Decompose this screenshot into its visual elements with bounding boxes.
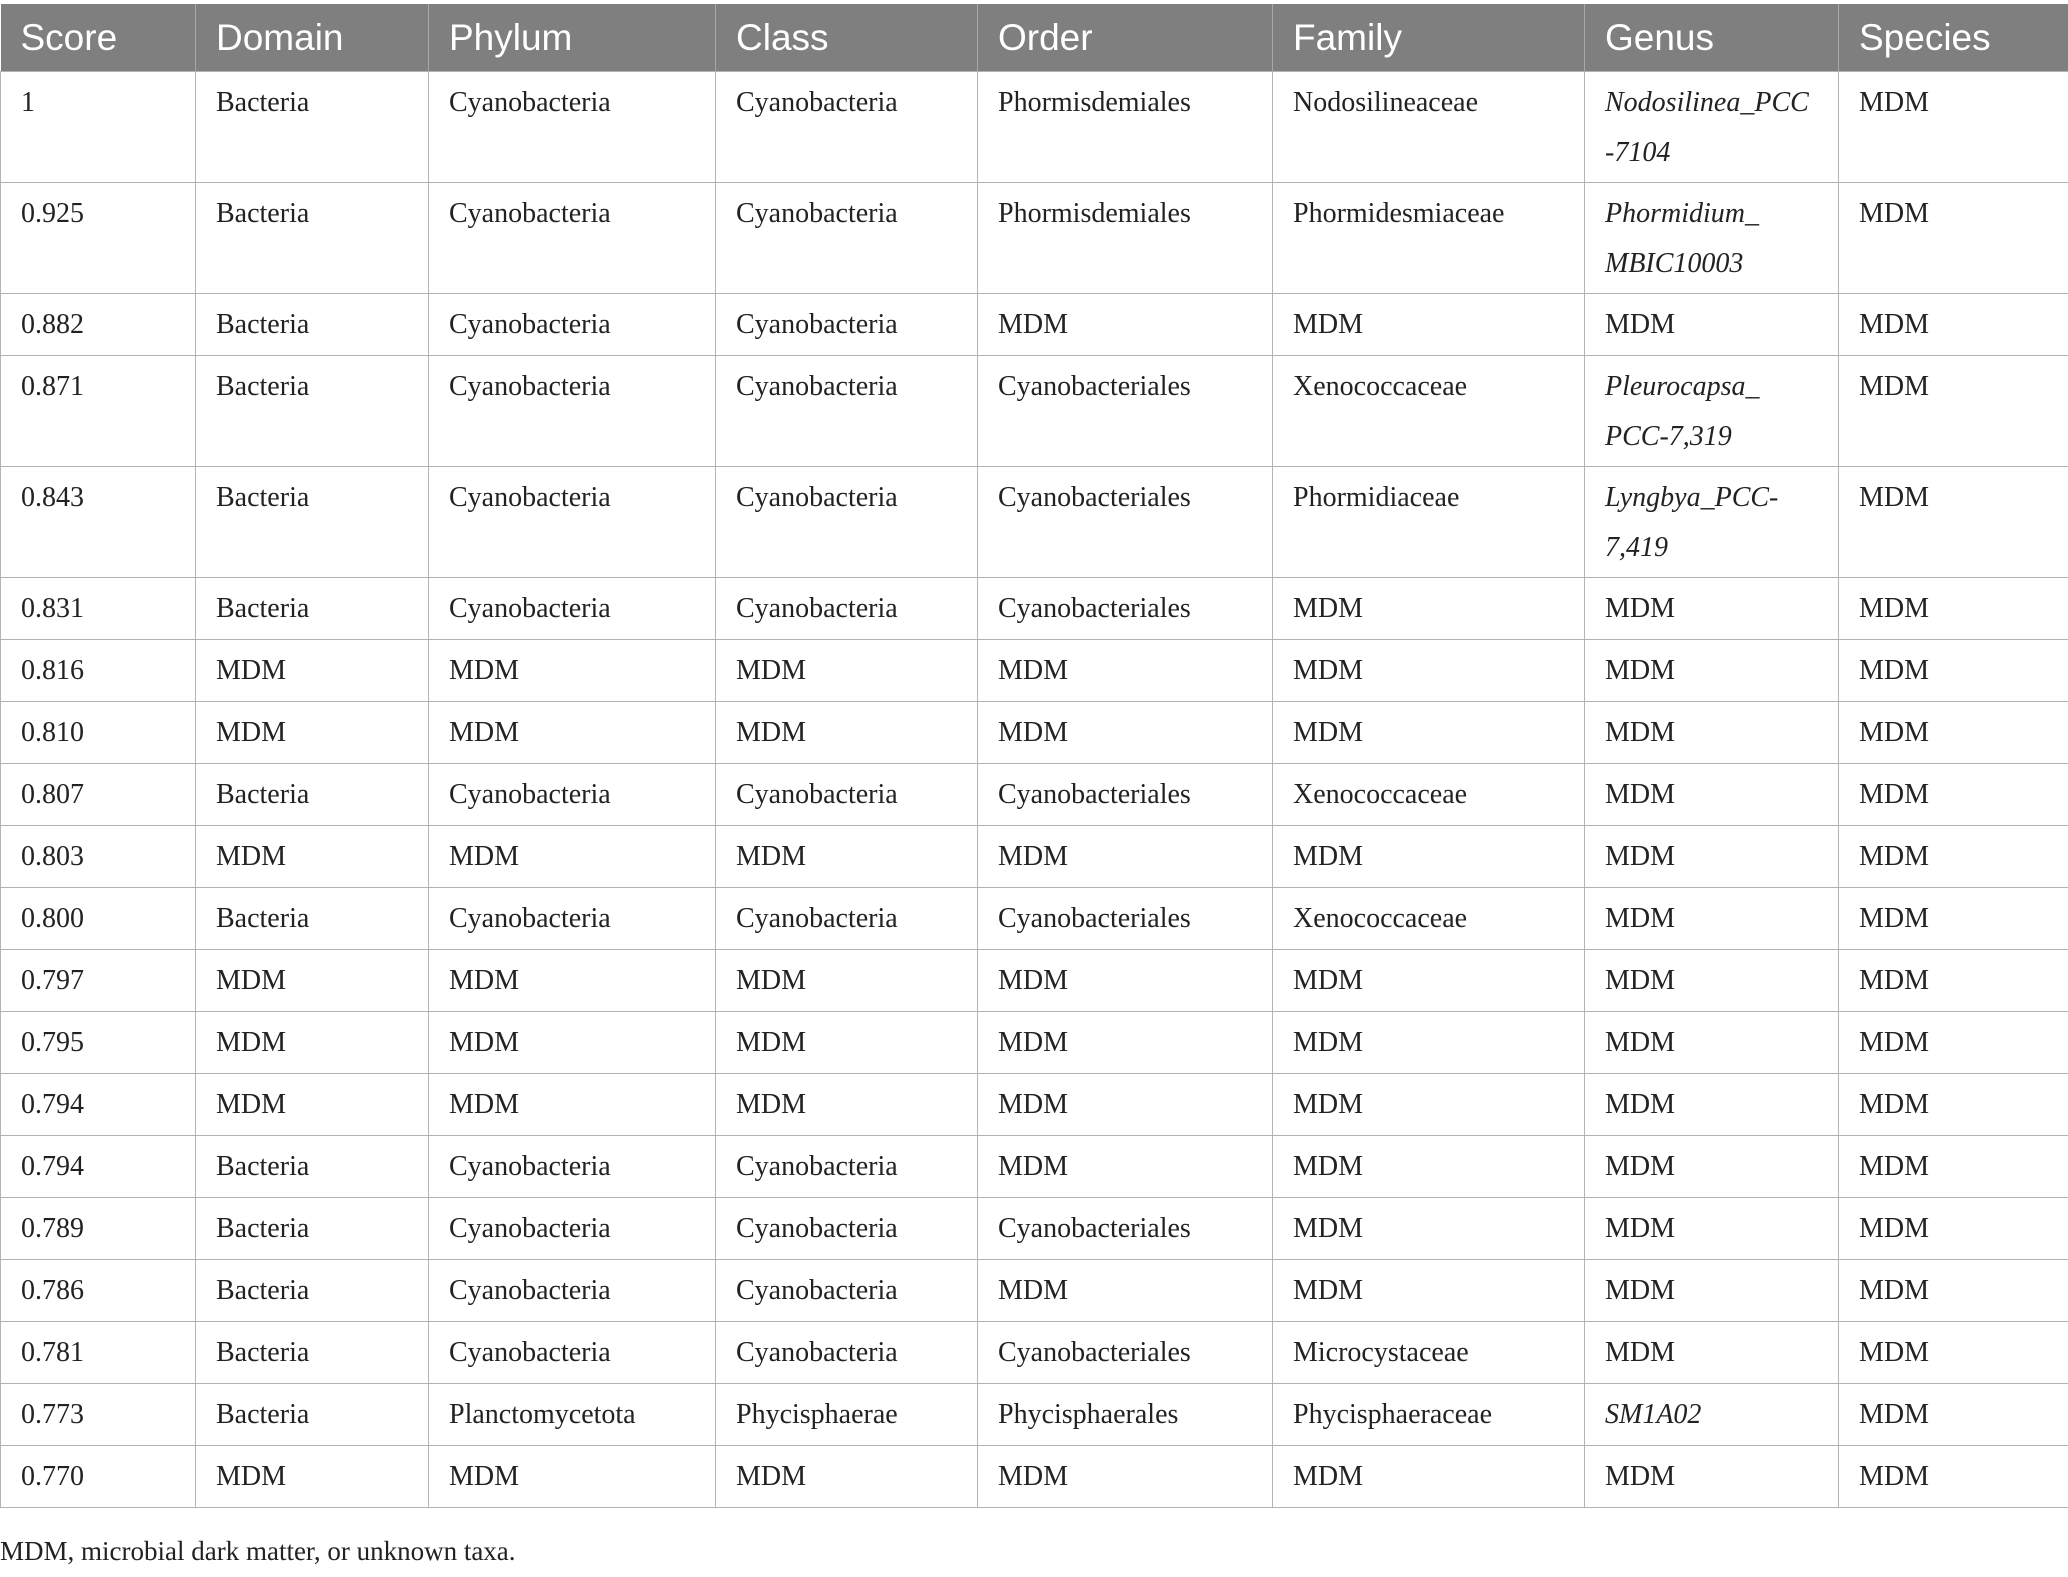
- cell-phylum: Cyanobacteria: [429, 578, 716, 640]
- cell-order: Cyanobacteriales: [978, 1322, 1273, 1384]
- cell-phylum: MDM: [429, 826, 716, 888]
- cell-domain: Bacteria: [196, 356, 429, 467]
- column-header-score: Score: [1, 4, 196, 72]
- cell-order: MDM: [978, 702, 1273, 764]
- table-row: [1, 826, 2068, 888]
- cell-species: MDM: [1839, 1012, 2068, 1074]
- cell-family: MDM: [1273, 1136, 1585, 1198]
- cell-class: MDM: [716, 826, 978, 888]
- cell-class: MDM: [716, 640, 978, 702]
- cell-score: 0.816: [1, 640, 196, 702]
- taxonomy-table: [0, 4, 2068, 1508]
- cell-domain: MDM: [196, 640, 429, 702]
- cell-phylum: Cyanobacteria: [429, 467, 716, 578]
- table-row: [1, 764, 2068, 826]
- table-row: [1, 1384, 2068, 1446]
- cell-genus: MDM: [1585, 1012, 1839, 1074]
- cell-order: MDM: [978, 1260, 1273, 1322]
- cell-order: Cyanobacteriales: [978, 578, 1273, 640]
- cell-family: Microcystaceae: [1273, 1322, 1585, 1384]
- cell-order: MDM: [978, 640, 1273, 702]
- cell-family: MDM: [1273, 1074, 1585, 1136]
- cell-family: Xenococcaceae: [1273, 888, 1585, 950]
- cell-score: 0.807: [1, 764, 196, 826]
- cell-order: MDM: [978, 1446, 1273, 1508]
- cell-order: MDM: [978, 950, 1273, 1012]
- cell-phylum: Cyanobacteria: [429, 294, 716, 356]
- cell-phylum: Cyanobacteria: [429, 888, 716, 950]
- cell-score: 0.786: [1, 1260, 196, 1322]
- cell-genus: SM1A02: [1585, 1384, 1839, 1446]
- cell-family: Nodosilineaceae: [1273, 72, 1585, 183]
- cell-domain: Bacteria: [196, 1136, 429, 1198]
- column-header-species: Species: [1839, 4, 2068, 72]
- cell-class: Phycisphaerae: [716, 1384, 978, 1446]
- cell-class: MDM: [716, 702, 978, 764]
- cell-phylum: Cyanobacteria: [429, 1322, 716, 1384]
- cell-score: 0.789: [1, 1198, 196, 1260]
- column-header-class: Class: [716, 4, 978, 72]
- cell-species: MDM: [1839, 1322, 2068, 1384]
- cell-score: 0.781: [1, 1322, 196, 1384]
- cell-genus: Nodosilinea_PCC-7104: [1585, 72, 1839, 183]
- column-header-order: Order: [978, 4, 1273, 72]
- cell-family: MDM: [1273, 1012, 1585, 1074]
- cell-family: MDM: [1273, 578, 1585, 640]
- column-header-family: Family: [1273, 4, 1585, 72]
- cell-order: Cyanobacteriales: [978, 764, 1273, 826]
- cell-genus: MDM: [1585, 950, 1839, 1012]
- cell-species: MDM: [1839, 467, 2068, 578]
- cell-genus: MDM: [1585, 826, 1839, 888]
- cell-class: Cyanobacteria: [716, 72, 978, 183]
- cell-order: Phormisdemiales: [978, 72, 1273, 183]
- cell-class: Cyanobacteria: [716, 1198, 978, 1260]
- cell-class: Cyanobacteria: [716, 467, 978, 578]
- cell-domain: MDM: [196, 702, 429, 764]
- table-row: [1, 1260, 2068, 1322]
- cell-species: MDM: [1839, 1260, 2068, 1322]
- cell-order: MDM: [978, 294, 1273, 356]
- cell-order: Phormisdemiales: [978, 183, 1273, 294]
- table-header-row: [1, 4, 2068, 72]
- cell-phylum: Cyanobacteria: [429, 1260, 716, 1322]
- cell-family: MDM: [1273, 826, 1585, 888]
- cell-score: 0.925: [1, 183, 196, 294]
- cell-family: MDM: [1273, 702, 1585, 764]
- table-body: [1, 72, 2068, 1508]
- cell-domain: Bacteria: [196, 1384, 429, 1446]
- cell-score: 0.831: [1, 578, 196, 640]
- cell-order: Cyanobacteriales: [978, 1198, 1273, 1260]
- cell-order: Cyanobacteriales: [978, 356, 1273, 467]
- cell-domain: Bacteria: [196, 888, 429, 950]
- cell-domain: Bacteria: [196, 1260, 429, 1322]
- cell-species: MDM: [1839, 1198, 2068, 1260]
- cell-species: MDM: [1839, 1136, 2068, 1198]
- cell-genus: MDM: [1585, 764, 1839, 826]
- cell-class: Cyanobacteria: [716, 764, 978, 826]
- cell-genus: Phormidium_ MBIC10003: [1585, 183, 1839, 294]
- cell-phylum: MDM: [429, 1446, 716, 1508]
- cell-class: Cyanobacteria: [716, 578, 978, 640]
- table-row: [1, 1198, 2068, 1260]
- cell-domain: Bacteria: [196, 467, 429, 578]
- cell-species: MDM: [1839, 888, 2068, 950]
- cell-domain: Bacteria: [196, 294, 429, 356]
- table-row: [1, 640, 2068, 702]
- cell-genus: MDM: [1585, 640, 1839, 702]
- table-row: [1, 578, 2068, 640]
- cell-domain: Bacteria: [196, 183, 429, 294]
- cell-class: Cyanobacteria: [716, 294, 978, 356]
- cell-species: MDM: [1839, 294, 2068, 356]
- cell-family: Xenococcaceae: [1273, 764, 1585, 826]
- table-row: [1, 294, 2068, 356]
- cell-class: MDM: [716, 950, 978, 1012]
- cell-species: MDM: [1839, 1446, 2068, 1508]
- cell-family: MDM: [1273, 640, 1585, 702]
- cell-species: MDM: [1839, 702, 2068, 764]
- cell-order: Phycisphaerales: [978, 1384, 1273, 1446]
- table-row: [1, 1074, 2068, 1136]
- cell-genus: Lyngbya_PCC-7,419: [1585, 467, 1839, 578]
- cell-domain: Bacteria: [196, 72, 429, 183]
- cell-domain: Bacteria: [196, 578, 429, 640]
- cell-genus: Pleurocapsa_ PCC-7,319: [1585, 356, 1839, 467]
- cell-family: MDM: [1273, 1198, 1585, 1260]
- cell-score: 0.882: [1, 294, 196, 356]
- cell-genus: MDM: [1585, 702, 1839, 764]
- cell-species: MDM: [1839, 72, 2068, 183]
- table-footnote: MDM, microbial dark matter, or unknown taxa.: [0, 1536, 516, 1566]
- cell-score: 0.794: [1, 1136, 196, 1198]
- cell-family: MDM: [1273, 294, 1585, 356]
- column-header-genus: Genus: [1585, 4, 1839, 72]
- cell-species: MDM: [1839, 578, 2068, 640]
- cell-domain: Bacteria: [196, 1198, 429, 1260]
- cell-score: 0.770: [1, 1446, 196, 1508]
- cell-class: MDM: [716, 1074, 978, 1136]
- cell-phylum: MDM: [429, 702, 716, 764]
- cell-species: MDM: [1839, 356, 2068, 467]
- cell-score: 0.810: [1, 702, 196, 764]
- cell-genus: MDM: [1585, 1446, 1839, 1508]
- taxonomy-table-container: [0, 4, 2068, 1508]
- cell-genus: MDM: [1585, 294, 1839, 356]
- cell-phylum: MDM: [429, 1074, 716, 1136]
- cell-domain: Bacteria: [196, 764, 429, 826]
- cell-family: MDM: [1273, 1260, 1585, 1322]
- cell-species: MDM: [1839, 640, 2068, 702]
- cell-domain: MDM: [196, 950, 429, 1012]
- cell-family: Phormidesmiaceae: [1273, 183, 1585, 294]
- table-row: [1, 950, 2068, 1012]
- cell-class: Cyanobacteria: [716, 356, 978, 467]
- cell-family: MDM: [1273, 950, 1585, 1012]
- cell-phylum: MDM: [429, 1012, 716, 1074]
- cell-class: Cyanobacteria: [716, 1260, 978, 1322]
- cell-score: 0.800: [1, 888, 196, 950]
- cell-species: MDM: [1839, 183, 2068, 294]
- cell-phylum: Cyanobacteria: [429, 1198, 716, 1260]
- cell-family: Xenococcaceae: [1273, 356, 1585, 467]
- table-row: [1, 1322, 2068, 1384]
- cell-genus: MDM: [1585, 888, 1839, 950]
- cell-class: MDM: [716, 1012, 978, 1074]
- cell-genus: MDM: [1585, 1260, 1839, 1322]
- table-row: [1, 1136, 2068, 1198]
- cell-genus: MDM: [1585, 1198, 1839, 1260]
- cell-family: Phycisphaeraceae: [1273, 1384, 1585, 1446]
- table-row: [1, 702, 2068, 764]
- cell-genus: MDM: [1585, 1074, 1839, 1136]
- table-row: [1, 888, 2068, 950]
- cell-order: MDM: [978, 1136, 1273, 1198]
- cell-score: 0.795: [1, 1012, 196, 1074]
- cell-domain: MDM: [196, 1446, 429, 1508]
- table-row: [1, 72, 2068, 183]
- column-header-phylum: Phylum: [429, 4, 716, 72]
- table-row: [1, 1012, 2068, 1074]
- table-row: [1, 467, 2068, 578]
- cell-score: 0.794: [1, 1074, 196, 1136]
- cell-phylum: Cyanobacteria: [429, 764, 716, 826]
- cell-phylum: Cyanobacteria: [429, 183, 716, 294]
- table-row: [1, 183, 2068, 294]
- cell-species: MDM: [1839, 764, 2068, 826]
- cell-order: MDM: [978, 826, 1273, 888]
- cell-class: Cyanobacteria: [716, 1322, 978, 1384]
- cell-phylum: Cyanobacteria: [429, 356, 716, 467]
- cell-score: 0.773: [1, 1384, 196, 1446]
- cell-class: Cyanobacteria: [716, 1136, 978, 1198]
- cell-score: 0.871: [1, 356, 196, 467]
- cell-domain: MDM: [196, 1012, 429, 1074]
- cell-phylum: Planctomycetota: [429, 1384, 716, 1446]
- cell-species: MDM: [1839, 1384, 2068, 1446]
- cell-score: 0.843: [1, 467, 196, 578]
- cell-order: Cyanobacteriales: [978, 888, 1273, 950]
- cell-family: MDM: [1273, 1446, 1585, 1508]
- cell-phylum: Cyanobacteria: [429, 72, 716, 183]
- cell-domain: MDM: [196, 1074, 429, 1136]
- table-row: [1, 1446, 2068, 1508]
- cell-order: Cyanobacteriales: [978, 467, 1273, 578]
- cell-species: MDM: [1839, 826, 2068, 888]
- cell-genus: MDM: [1585, 1136, 1839, 1198]
- cell-phylum: MDM: [429, 950, 716, 1012]
- cell-family: Phormidiaceae: [1273, 467, 1585, 578]
- cell-order: MDM: [978, 1074, 1273, 1136]
- table-row: [1, 356, 2068, 467]
- cell-species: MDM: [1839, 1074, 2068, 1136]
- column-header-domain: Domain: [196, 4, 429, 72]
- cell-phylum: Cyanobacteria: [429, 1136, 716, 1198]
- cell-class: Cyanobacteria: [716, 183, 978, 294]
- cell-score: 1: [1, 72, 196, 183]
- cell-domain: MDM: [196, 826, 429, 888]
- cell-class: MDM: [716, 1446, 978, 1508]
- cell-class: Cyanobacteria: [716, 888, 978, 950]
- cell-domain: Bacteria: [196, 1322, 429, 1384]
- cell-species: MDM: [1839, 950, 2068, 1012]
- cell-genus: MDM: [1585, 1322, 1839, 1384]
- cell-score: 0.797: [1, 950, 196, 1012]
- cell-phylum: MDM: [429, 640, 716, 702]
- cell-genus: MDM: [1585, 578, 1839, 640]
- cell-order: MDM: [978, 1012, 1273, 1074]
- cell-score: 0.803: [1, 826, 196, 888]
